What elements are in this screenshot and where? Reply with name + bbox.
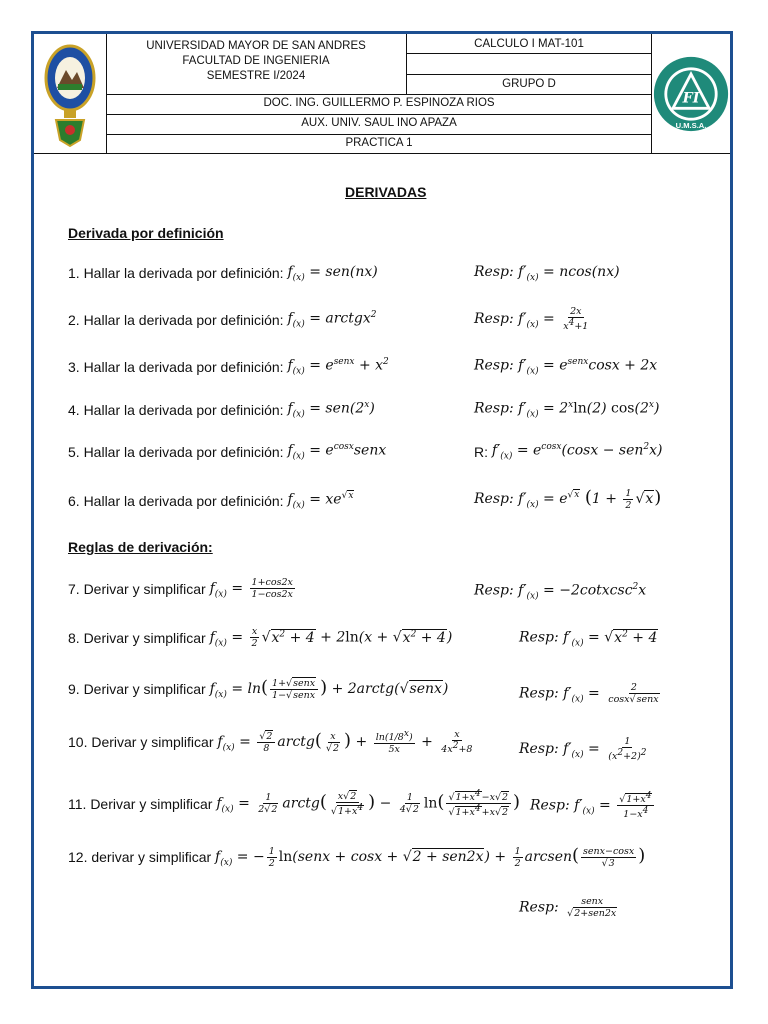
answer-8: Resp: $f'_{(x)} = √x^2 + 4$ — [519, 629, 658, 649]
exercise-7-prompt: 7. Derivar y simplificar — [68, 580, 206, 597]
group: GRUPO D — [502, 78, 556, 90]
university-name: UNIVERSIDAD MAYOR DE SAN ANDRES — [146, 40, 366, 52]
exercise-11-prompt: 11. Derivar y simplificar — [68, 795, 213, 812]
exercise-9-prompt: 9. Derivar y simplificar — [68, 680, 206, 697]
answer-5-label: R: — [474, 443, 488, 460]
header-line — [106, 94, 652, 95]
exercise-7: 7. Derivar y simplificar $f_{(x)}$ = $\frac{1+\cos 2x}{1-\cos 2x}$ — [68, 577, 293, 600]
header-line — [106, 134, 652, 135]
exercise-8-prompt: 8. Derivar y simplificar — [68, 629, 206, 646]
exercise-5-prompt: 5. Hallar la derivada por definición: — [68, 443, 284, 460]
assistant: AUX. UNIV. SAUL INO APAZA — [301, 117, 457, 129]
answer-3: Resp: $f'_{(x)} = e^{senx}\cos x + 2x$ — [474, 357, 658, 377]
exercise-5: 5. Hallar la derivada por definición: $f_{(x)}$ = $e^{cosx}senx$ — [68, 442, 387, 462]
exercise-3: 3. Hallar la derivada por definición: $f_{(x)} = e^{senx} + x^2$ — [68, 357, 389, 377]
exercise-4: 4. Hallar la derivada por definición: $f_{(x)} = sen(2^x)$ — [68, 400, 375, 420]
answer-4: Resp: $f'_{(x)} = 2^x\ln(2)$ cos(2$^x$) — [474, 400, 660, 420]
exercise-6-prompt: 6. Hallar la derivada por definición: — [68, 492, 284, 509]
exercise-3-prompt: 3. Hallar la derivada por definición: — [68, 358, 284, 375]
answer-9: Resp: $f'_{(x)}$ = $\frac{2}{\text{cosx√senx}}$ — [519, 682, 659, 705]
header-line — [406, 74, 652, 75]
exercise-1-prompt: 1. Hallar la derivada por definición: — [68, 265, 284, 282]
answer-11: Resp: $f'_{(x)}$ = $\frac{√1+x^4}{1-x^4}$ — [530, 791, 656, 820]
answer-5: R: $f'_{(x)} = e^{cosx}(\cos x - sen^2x)$ — [474, 442, 663, 462]
exercise-9: 9. Derivar y simplificar $f_{(x)} = \ln$( $\frac{\text{1+√senx}}{\text{1−√senx}}$ ) + 2arctg(√senx) — [68, 677, 449, 701]
answer-7: Resp: $f'_{(x)}$ = −2cotxcsc$^2$x — [474, 582, 647, 602]
header-line — [34, 153, 730, 154]
practice-number: PRACTICA 1 — [345, 137, 413, 149]
exercise-1: 1. Hallar la derivada por definición: $f_{(x)} = sen(nx)$ — [68, 264, 378, 283]
faculty-logo-text: U.M.S.A. — [675, 121, 707, 131]
course-name: CALCULO I MAT-101 — [474, 38, 584, 50]
section-rules: Reglas de derivación: — [68, 539, 213, 555]
exercise-6: 6. Hallar la derivada por definición: $f_{(x)} = xe^{√x}$ — [68, 491, 354, 511]
answer-6: Resp: $f'_{(x)} = e^{√x}$ (1 + $\frac{1}{2}$ √x) — [474, 487, 662, 511]
answer-12: Resp: $\frac{\text{senx}}{\text{√2+sen2x}}$ — [519, 896, 617, 919]
section-definition: Derivada por definición — [68, 225, 224, 241]
faculty-name: FACULTAD DE INGENIERIA — [182, 55, 330, 67]
university-logo — [34, 34, 107, 154]
answer-1: Resp: $f'_{(x)} = ncos(nx)$ — [474, 264, 620, 283]
svg-text:FI: FI — [682, 90, 700, 107]
header-table — [34, 34, 730, 154]
teacher: DOC. ING. GUILLERMO P. ESPINOZA RIOS — [263, 97, 495, 109]
header-line — [106, 114, 652, 115]
exercise-4-prompt: 4. Hallar la derivada por definición: — [68, 401, 284, 418]
exercise-8: 8. Derivar y simplificar $f_{(x)}$ = $\frac{x}{2}$ $√x^2 + 4 + 2\ln(x + √x^2 + 4)$ — [68, 626, 453, 649]
exercise-12-prompt: 12. derivar y simplificar — [68, 848, 212, 865]
exercise-11: 11. Derivar y simplificar $f_{(x)}$ = $\frac{1}{2√2}$ arctg( $\frac{x√2}{√1+x^4}$ ) − $\frac{1}{4√2}$ ln( $\frac{√1+x^4-x√2}{√1+x^4+x√2}$ ) — [68, 789, 521, 819]
faculty-logo — [651, 34, 730, 154]
exercise-12: 12. derivar y simplificar $f_{(x)}$ = − $\frac{1}{2}$ ln(senx + cosx + √2 + sen2x) + $\frac{1}{2}$ arcsen( $\frac{\text{senx−cosx}}{√3}$ ) — [68, 845, 646, 869]
answer-2: Resp: $f'_{(x)}$ = $\frac{2x}{x^4+1}$ — [474, 306, 589, 333]
exercise-10: 10. Derivar y simplificar $f_{(x)}$ = $\frac{√2}{8}$ arctg( $\frac{x}{√2}$ ) + $\frac{\ln(1/8^x)}{5x}$ + $\frac{x}{4x^2+8}$ — [68, 729, 473, 756]
exercise-2-prompt: 2. Hallar la derivada por definición: — [68, 311, 284, 328]
semester: SEMESTRE I/2024 — [206, 70, 306, 82]
answer-10: Resp: $f'_{(x)}$ = $\frac{1}{(x^2+2)^2}$ — [519, 736, 647, 763]
header-line — [406, 53, 652, 54]
exercise-2: 2. Hallar la derivada por definición: $f_{(x)}$ = arctgx$^2$ — [68, 310, 377, 330]
exercise-10-prompt: 10. Derivar y simplificar — [68, 734, 214, 751]
